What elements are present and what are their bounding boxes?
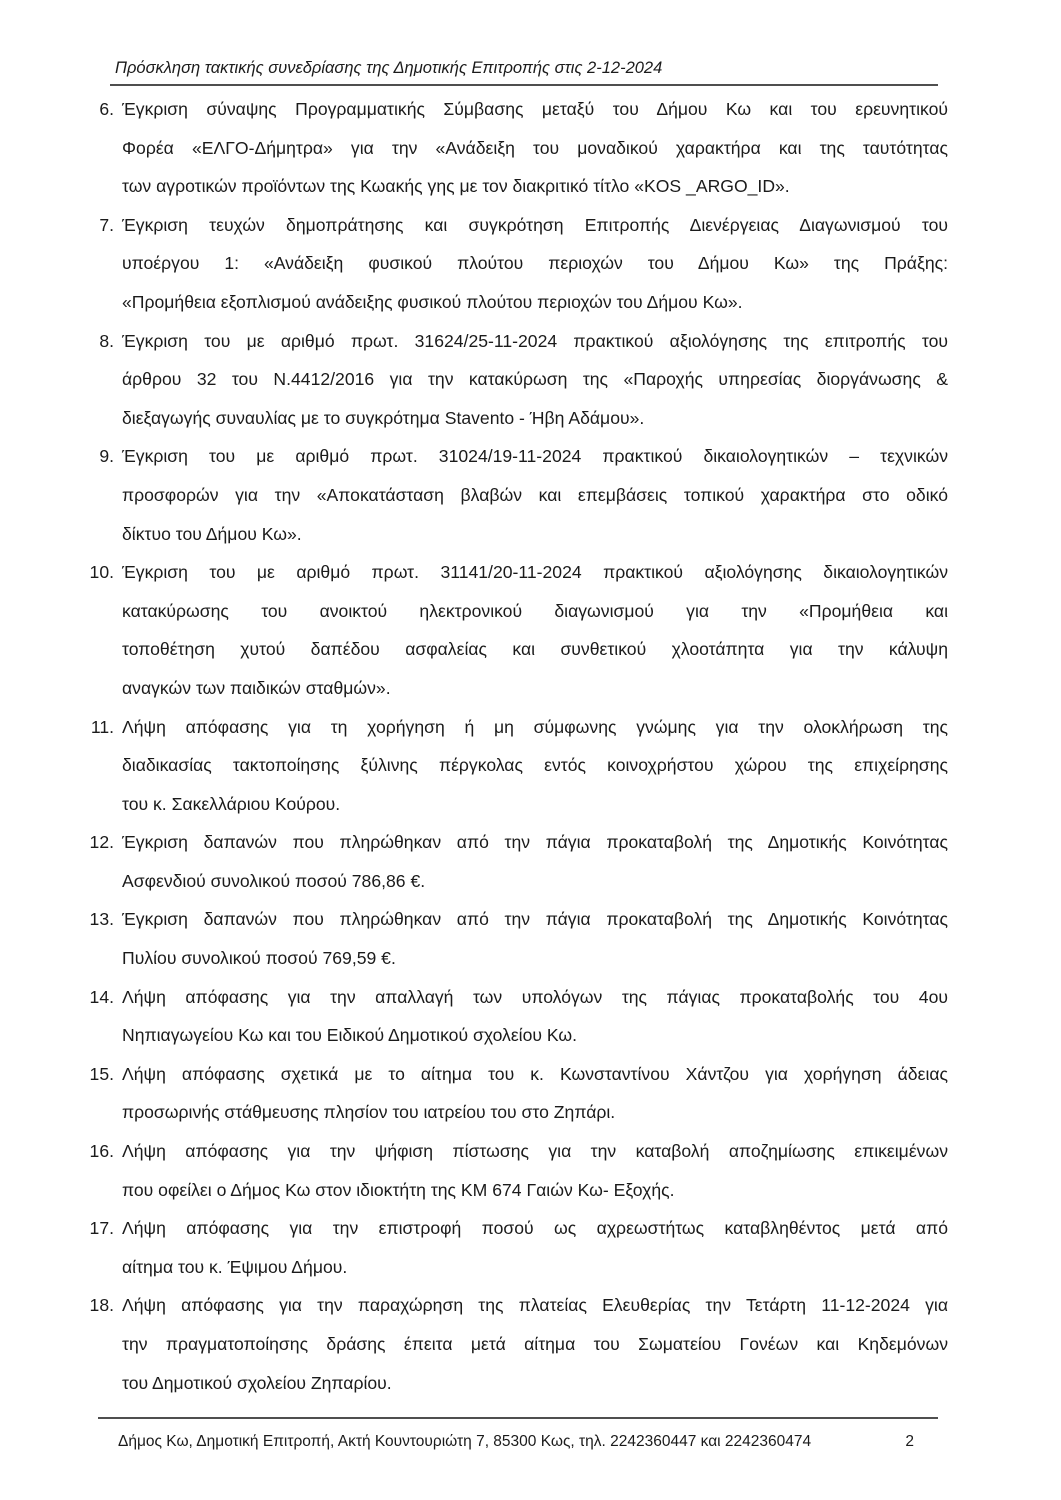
agenda-item [97, 90, 948, 206]
agenda-item-line: Λήψη απόφασης για τη χορήγηση ή μη σύμφωνης γνώμης για την ολοκλήρωση της [122, 716, 948, 737]
agenda-item-line: Έγκριση δαπανών που πληρώθηκαν από την πάγια προκαταβολή της Δημοτικής Κοινότητας [122, 909, 948, 930]
agenda-item [89, 1209, 948, 1286]
agenda-item-line: διεξαγωγής συναυλίας με το συγκρότημα Stavento - Ήβη Αδάμου». [122, 407, 645, 428]
agenda-item-line: προσφορών για την «Αποκατάσταση βλαβών και επεμβάσεις τοπικού χαρακτήρα στο οδικό [122, 484, 948, 505]
agenda-item-line: Έγκριση τευχών δημοπράτησης και συγκρότηση Επιτροπής Διενέργειας Διαγωνισμού του [122, 214, 948, 235]
agenda-item-line: υποέργου 1: «Ανάδειξη φυσικού πλούτου περιοχών του Δήμου Κω» της Πράξης: [122, 253, 948, 274]
agenda-item-line: Έγκριση του με αριθμό πρωτ. 31624/25-11-2024 πρακτικού αξιολόγησης της επιτροπής του [122, 330, 948, 351]
agenda-item [97, 206, 948, 322]
agenda-item [89, 823, 948, 900]
footer-address-text: Δήμος Κω, Δημοτική Επιτροπή, Ακτή Κουντουριώτη 7, 85300 Κως, τηλ. 2242360447 και 2242360474 [118, 1433, 812, 1450]
agenda-item-line: Έγκριση σύναψης Προγραμματικής Σύμβασης μεταξύ του Δήμου Κω και του ερευνητικού [122, 99, 948, 119]
agenda-item-line: Λήψη απόφασης για την επιστροφή ποσού ως αχρεωστήτως καταβληθέντος μετά από [122, 1218, 948, 1239]
agenda-item-line: Έγκριση του με αριθμό πρωτ. 31141/20-11-2024 πρακτικού αξιολόγησης δικαιολογητικών [122, 562, 948, 583]
agenda-item-line: αίτημα του κ. Έψιμου Δήμου. [122, 1256, 348, 1277]
agenda-item [89, 1286, 948, 1402]
agenda-item-line: Λήψη απόφασης για την ψήφιση πίστωσης για την καταβολή αποζημίωσης επικειμένων [122, 1141, 948, 1162]
agenda-item-line: Λήψη απόφασης σχετικά με το αίτημα του κ. Κωνσταντίνου Χάντζου για χορήγηση άδειας [122, 1063, 948, 1084]
header-title: Πρόσκληση τακτικής συνεδρίασης της Δημοτικής Επιτροπής στις 2-12-2024 [115, 59, 663, 77]
agenda-item-line: Φορέα «ΕΛΓΟ-Δήμητρα» για την «Ανάδειξη του μοναδικού χαρακτήρα και της ταυτότητας [122, 137, 948, 158]
agenda-item [90, 708, 948, 824]
agenda-item-number: 18. [89, 1295, 114, 1316]
agenda-item-line: Έγκριση του με αριθμό πρωτ. 31024/19-11-2024 πρακτικού δικαιολογητικών – τεχνικών [122, 446, 948, 467]
agenda-item-line: κατακύρωσης του ανοικτού ηλεκτρονικού διαγωνισμού για την «Προμήθεια και [122, 600, 948, 621]
agenda-item-number: 14. [89, 986, 114, 1007]
agenda-item-number: 12. [89, 832, 114, 853]
agenda-item [89, 1055, 948, 1132]
agenda-item-line: των αγροτικών προϊόντων της Κωακής γης με τον διακριτικό τίτλο «KOS _ARGO_ID». [122, 176, 790, 197]
agenda-item [89, 900, 948, 977]
agenda-item-line: που οφείλει ο Δήμος Κω στον ιδιοκτήτη της ΚΜ 674 Γαιών Κω- Εξοχής. [122, 1179, 675, 1200]
agenda-item-line: την πραγματοποίησης δράσης έπειτα μετά αίτημα του Σωματείου Γονέων και Κηδεμόνων [122, 1334, 948, 1354]
agenda-item-line: άρθρου 32 του Ν.4412/2016 για την κατακύρωση της «Παροχής υπηρεσίας διοργάνωσης & [122, 369, 948, 390]
agenda-item-line: δίκτυο του Δήμου Κω». [122, 523, 302, 544]
agenda-item-number: 7. [99, 214, 114, 235]
footer-row [98, 1432, 938, 1451]
agenda-item [97, 322, 948, 438]
agenda-item-line: Ασφενδιού συνολικού ποσού 786,86 €. [122, 870, 426, 891]
agenda-item-line: Νηπιαγωγείου Κω και του Ειδικού Δημοτικού σχολείου Κω. [122, 1025, 578, 1046]
agenda-item-number: 8. [99, 330, 114, 351]
agenda-item [89, 1132, 948, 1209]
agenda-item [97, 437, 948, 553]
agenda-item-line: Λήψη απόφασης για την παραχώρηση της πλατείας Ελευθερίας την Τετάρτη 11-12-2024 για [122, 1295, 948, 1316]
agenda-list [89, 90, 948, 1402]
agenda-item [89, 978, 948, 1055]
agenda-item-line: προσωρινής στάθμευσης πλησίον του ιατρείου του στο Ζηπάρι. [122, 1102, 616, 1123]
agenda-item-line: «Προμήθεια εξοπλισμού ανάδειξης φυσικού πλούτου περιοχών του Δήμου Κω». [122, 291, 743, 312]
agenda-item-line: διαδικασίας τακτοποίησης ξύλινης πέργκολας εντός κοινοχρήστου χώρου της επιχείρησης [122, 755, 948, 776]
agenda-item-line: του Δημοτικού σχολείου Ζηπαρίου. [122, 1372, 392, 1393]
agenda-item-number: 15. [89, 1063, 114, 1084]
agenda-item-line: Έγκριση δαπανών που πληρώθηκαν από την πάγια προκαταβολή της Δημοτικής Κοινότητας [122, 832, 948, 853]
agenda-item-number: 17. [89, 1218, 114, 1239]
agenda-item-number: 10. [89, 562, 114, 583]
agenda-item [89, 553, 948, 707]
page-number: 2 [905, 1433, 914, 1450]
agenda-item-number: 11. [90, 716, 114, 737]
agenda-item-line: Λήψη απόφασης για την απαλλαγή των υπολόγων της πάγιας προκαταβολής του 4ου [122, 986, 948, 1007]
agenda-item-number: 16. [89, 1141, 114, 1162]
agenda-item-line: του κ. Σακελλάριου Κούρου. [122, 793, 341, 814]
agenda-item-line: Πυλίου συνολικού ποσού 769,59 €. [122, 948, 396, 969]
document-footer [98, 1417, 938, 1451]
document-header [110, 58, 938, 86]
agenda-item-line: αναγκών των παιδικών σταθμών». [122, 677, 391, 698]
agenda-item-number: 13. [89, 909, 114, 930]
agenda-item-number: 6. [99, 99, 114, 119]
agenda-item-number: 9. [99, 446, 114, 467]
agenda-item-line: τοποθέτηση χυτού δαπέδου ασφαλείας και συνθετικού χλοοτάπητα για την κάλυψη [122, 639, 948, 660]
